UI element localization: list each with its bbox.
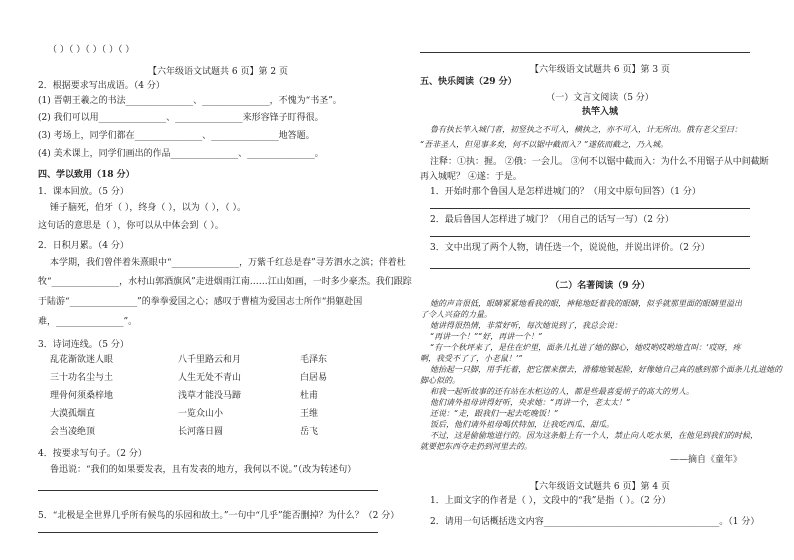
q5: 5．“北极是全世界几乎所有候鸟的乐园和故土。”一句中“几乎”能否删掉？为什么？（2 分） [38,511,400,521]
poem-line: 浅草才能没马蹄 [178,391,242,401]
q2-item-2: (2) 我们可以用_______________、_______________来形容锋子盯得很。 [38,113,324,123]
reading-q2: 2．最后鲁国人怎样进了城门？（用自己的话写一写）（2 分） [430,215,674,225]
q2b-line-b: 牧“_______________，水村山郭酒旗风”走进烟雨江南……江山如画，一时多少豪杰。我们跟踪 [38,277,412,287]
page-header-3: 【六年级语文试题共 6 页】第 3 页 [530,65,670,75]
q1-line-a: 锤子脑死，伯牙（ ），终身（ ），以为（ ），（ ）。 [50,203,246,213]
passage-line: 他们请外祖母讲得好听，央求她：“再讲一个，老太太！” [430,398,631,407]
passage-line: 就要把东西夺走扔到河里去的。 [420,442,532,451]
section-4-title: 四、学以致用（18 分） [38,170,135,180]
q2-item-4: (4) 美术课上，同学们画出的作品_______________、_______________。 [38,149,324,159]
passage-line: 脚心似的。 [420,376,460,385]
passage-line: “再讲一个！”“好，再讲一个！” [430,332,543,341]
poem-author: 白居易 [300,373,328,383]
q2b-line-d: 难，_______________”。 [38,317,138,327]
subsection-1-title: （一）文言文阅读（5 分） [546,93,654,103]
subsection-2-title: （二）名著阅读（9 分） [550,281,650,291]
answer-line [420,52,750,53]
passage-line: 她讲得很热情，非常好听，每次她说到了，我总会说： [430,321,622,330]
poem-author: 王维 [300,409,319,419]
q2-item-3: (3) 考场上，同学们都在_______________、_______________地答题。 [38,131,315,141]
passage-line: 和我一起听故事的还有站在水柜边的人，都是些最喜爱胡子的高大的男人。 [430,387,694,396]
poem-line: 理骨何须桑梓地 [50,391,114,401]
top-blanks: （ ）（ ）（ ）（ ）（ ） [48,45,135,55]
reading-q3: 3．文中出现了两个人物，请任选一个，说说他，并说出评价。（2 分） [430,243,710,253]
wenyan-line-a: 鲁有执长竿入城门者，初竖执之不可入，横执之，亦不可入，计无所出。俄有老父至曰： [430,125,742,134]
answer-line [430,268,750,269]
answer-line [38,532,378,533]
article-1-title: 执竿入城 [581,107,618,117]
poem-line: 乱花渐欲迷人眼 [50,355,114,365]
poem-line: 大漠孤烟直 [50,409,96,419]
poem-column-1 [50,354,113,444]
poem-column-2 [178,354,241,444]
note-line-b: 再入城呢？ ④遂：于是。 [420,172,522,182]
answer-line [38,490,378,491]
passage-line: “有一个秋坪来了，是住在炉里，面条儿扎进了她的脚心，她哎哟哎哟地直叫：‘哎呀，疼 [430,343,741,352]
q4-line-a: 鲁迅说：“我们的如果要发表，且有发表的地方，我何以不说。”（改为转述句） [50,465,357,475]
passage-line: 饭后，他们请外祖母喝伏特加，让我吃西瓜、甜瓜。 [430,420,614,429]
reading-q4: 1．上面文字的作者是（ ），文段中的“我”是指（ ）。（2 分） [430,496,671,506]
q3-title: 3．诗词连线。（5 分） [38,340,129,350]
right-page [420,0,780,560]
poem-author: 岳飞 [300,427,319,437]
poem-line: 会当凌绝顶 [50,427,96,437]
poem-line: 八千里路云和月 [178,355,242,365]
q1-title: 1．课本回放。（5 分） [38,187,129,197]
left-page [38,0,412,560]
q2-item-1: (1) 晋朝王羲之的书法_______________、_______________，不愧为“书圣”。 [38,96,342,106]
passage-line: 不过，这是偷偷地进行的。因为这条船上有一个人，禁止向人吃水果，在他见到我们的时候， [430,431,758,440]
poem-line: 一览众山小 [178,409,224,419]
wenyan-line-b: “吾非圣人，但见事多矣，何不以锯中截而入？”遂依而截之，乃入城。 [420,140,669,149]
page-header-2: 【六年级语文试题共 6 页】第 2 页 [148,67,288,77]
passage-line: 啊，我受不了了，小老鼠！’” [420,354,523,363]
page-header-4: 【六年级语文试题共 6 页】第 4 页 [530,482,670,492]
q2b-line-a: 本学期，我们曾伴着朱熹眼中“_______________，万紫千红总是春”寻芳泗水之滨；伴着杜 [50,258,406,268]
q2-title: 2．根据要求写出成语。（4 分） [38,81,165,91]
passage-source: ——摘自《童年》 [670,455,743,465]
reading-q5: 2．请用一句话概括选文内容_______________________________________。（1 分） [430,517,760,527]
poem-line: 人生无处不青山 [178,373,242,383]
poem-line: 三十功名尘与土 [50,373,114,383]
q4-title: 4．按要求写句子。（2 分） [38,449,147,459]
passage-line: 还说：“走，跟我们一起去吃晚饭！” [430,409,559,418]
passage-line: 她的声音很低，眼睛紧紧地看我的眼，神秘地眨着我的眼睛，似乎就那里面的眼睛里溢出 [430,299,742,308]
section-5-title: 五、快乐阅读（29 分） [420,77,517,87]
q2b-title: 2．日积月累。（4 分） [38,241,129,251]
passage-line: 了令人兴奋的力量。 [420,310,492,319]
passage-line: 她抬起一只脚，用手托着，把它摆来摆去，滑稽地皱起脸，好像她自己真的感到那个面条儿扎进她的 [430,365,782,374]
q2b-line-c: 于陆游“_______________”的拳拳爱国之心；感叹于曹植为爱国志士所作“捐躯赴国 [38,297,363,307]
note-line-a: 注释：①执：握。 ②俄：一会儿。 ③何不以锯中截而入：为什么不用锯子从中间截断 [430,157,769,167]
reading-q1: 1．开始时那个鲁国人是怎样进城门的？（用文中原句回答）（1 分） [430,187,701,197]
poem-author: 毛泽东 [300,355,328,365]
poem-line: 长河落日圆 [178,427,224,437]
poem-column-3 [300,354,327,444]
answer-line [430,236,750,237]
q1-line-b: 这句话的意思是（ ），你可以从中体会到（ ）。 [38,221,224,231]
answer-line [430,208,750,209]
poem-author: 杜甫 [300,391,319,401]
